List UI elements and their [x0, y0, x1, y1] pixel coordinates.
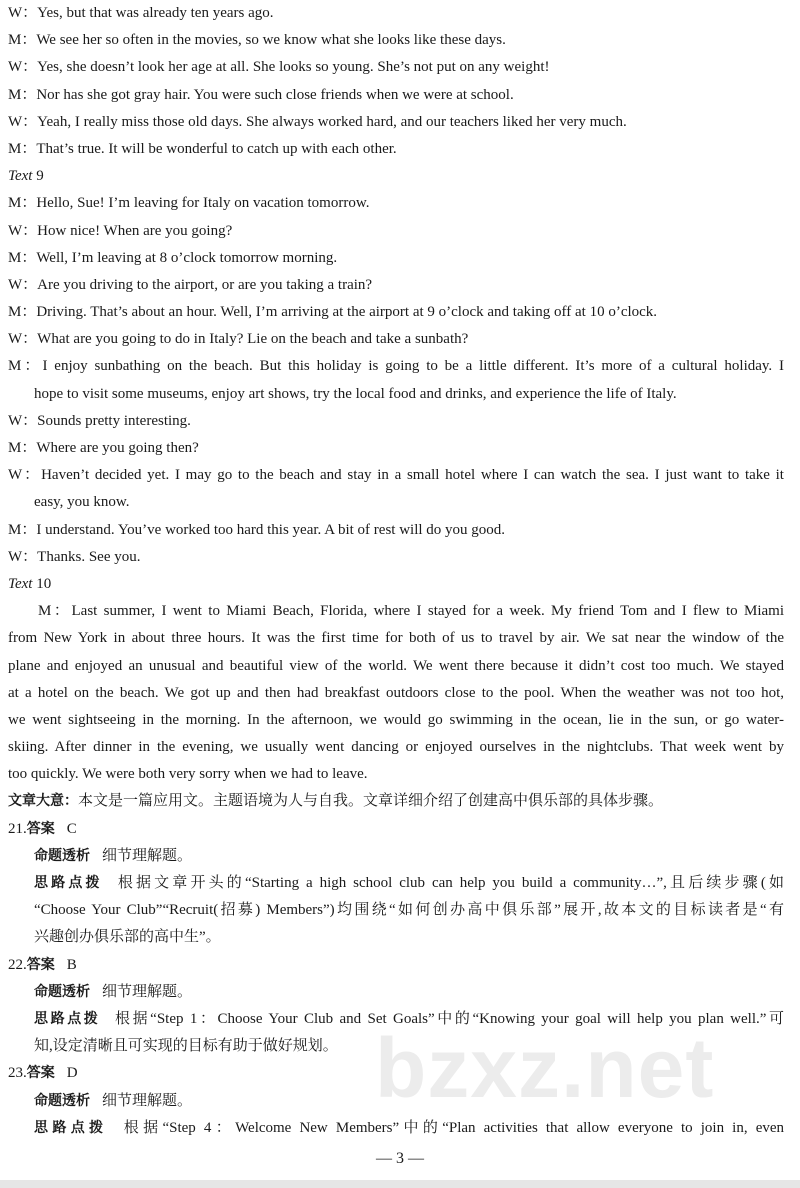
question-number: 23.: [8, 1065, 27, 1082]
block-sub: [0, 979, 800, 1006]
question-number: 21.: [8, 820, 27, 837]
block-dialog: [0, 353, 800, 407]
speaker-label: M：: [8, 440, 37, 456]
dialog-text: Are you driving to the airport, or are you taking a train?: [37, 276, 373, 293]
speaker-label: M：: [8, 358, 43, 375]
dialog-text: Sounds pretty interesting.: [37, 412, 191, 429]
explanation-label: 命题透析: [34, 1092, 90, 1109]
block-answer: [0, 816, 800, 843]
summary-label: 文章大意：: [8, 793, 78, 810]
dialog-line: [0, 109, 800, 136]
dialog-text: Nor has she got gray hair. You were such close friends when we were at school.: [36, 86, 514, 103]
paragraph-line: too quickly. We were both very sorry when we had to leave.: [8, 766, 368, 783]
block-para: [0, 598, 800, 788]
summary-text: 本文是一篇应用文。主题语境为人与自我。文章详细介绍了创建高中俱乐部的具体步骤。: [78, 793, 664, 810]
section-heading: [0, 571, 800, 598]
dialog-text: Yeah, I really miss those old days. She always worked hard, and our teachers liked her very much.: [37, 113, 627, 130]
block-summary: [0, 788, 800, 815]
speaker-label: M：: [8, 304, 37, 321]
answer-label: 答案: [26, 956, 55, 973]
dialog-line: [0, 326, 800, 353]
dialog-text: We see her so often in the movies, so we know what she looks like these days.: [36, 32, 506, 49]
dialog-text: Yes, she doesn’t look her age at all. She looks so young. She’s not put on any weight!: [37, 59, 550, 76]
dialog-text: Hello, Sue! I’m leaving for Italy on vacation tomorrow.: [36, 195, 370, 212]
page-bottom-edge: [0, 1180, 800, 1188]
block-sub: [0, 1115, 800, 1142]
speaker-label: W：: [8, 5, 38, 21]
dialog-line: [0, 462, 800, 489]
paragraph-line: we went sightseeing in the morning. In the afternoon, we would go swimming in the ocean, lie in the sun, or go water-: [8, 711, 784, 728]
dialog-line: [0, 517, 800, 544]
dialog-line: [0, 190, 800, 217]
dialog-text: How nice! When are you going?: [37, 222, 233, 239]
dialog-text: Driving. That’s about an hour. Well, I’m arriving at the airport at 9 o’clock and taking off at 10 o’clock.: [36, 304, 658, 321]
explanation-label: 命题透析: [34, 983, 90, 1000]
speaker-label: M：: [8, 249, 37, 266]
speaker-label: M：: [8, 140, 37, 157]
answer-label: 答案: [26, 1065, 55, 1082]
explanation-line: [0, 843, 800, 870]
speaker-label: W：: [8, 548, 38, 565]
dialog-text: Where are you going then?: [36, 440, 199, 456]
answer-line: [0, 952, 800, 979]
block-heading: [0, 571, 800, 598]
answer-line: [0, 1060, 800, 1087]
dialog-line: [0, 299, 800, 326]
dialog-line: [0, 136, 800, 163]
block-dialog: [0, 408, 800, 435]
explanation-label: 思路点拨: [34, 875, 103, 891]
dialog-line: [0, 435, 800, 462]
speaker-label: W：: [8, 331, 38, 348]
explanation-label: 命题透析: [34, 847, 90, 864]
paragraph-line: M：Last summer, I went to Miami Beach, Florida, where I stayed for a week. My friend Tom and I flew to Miami: [38, 603, 784, 620]
dialog-text: I understand. You’ve worked too hard this year. A bit of rest will do you good.: [36, 521, 506, 538]
speaker-label: W：: [8, 222, 38, 239]
dialog-text: hope to visit some museums, enjoy art shows, try the local food and drinks, and experience the life of Italy.: [34, 385, 677, 402]
dialog-line: [0, 489, 800, 516]
explanation-text: 根据“Step 1：Choose Your Club and Set Goals”中的“Knowing your goal will help you plan well.”可: [112, 1010, 785, 1027]
dialog-text: I enjoy sunbathing on the beach. But this holiday is going to be a little different. It’s more of a cultural holiday. I: [42, 358, 784, 375]
explanation-text: 根据文章开头的“Starting a high school club can help you build a community…”,且后续步骤(如: [114, 875, 785, 891]
summary-line: [0, 788, 800, 815]
dialog-line: [0, 408, 800, 435]
speaker-label: W：: [8, 113, 38, 130]
block-dialog: [0, 544, 800, 571]
answer-value: B: [66, 956, 77, 973]
page-number: — 3 —: [376, 1150, 424, 1167]
heading-label: Text: [8, 575, 33, 592]
heading-number: 10: [36, 575, 52, 592]
speaker-label: M：: [8, 521, 37, 538]
paragraph-line: at a hotel on the beach. We got up and then had breakfast outdoors close to the pool. When the weather was not too hot,: [8, 684, 784, 701]
answer-value: D: [66, 1065, 78, 1082]
dialog-line: [0, 353, 800, 380]
explanation-line: [0, 870, 800, 897]
explanation-text: 兴趣创办俱乐部的高中生”。: [34, 929, 221, 946]
explanation-line: [0, 1115, 800, 1142]
block-dialog: [0, 299, 800, 326]
dialog-text: Well, I’m leaving at 8 o’clock tomorrow morning.: [36, 249, 338, 266]
block-dialog: [0, 0, 800, 27]
heading-label: Text: [8, 168, 33, 185]
explanation-text: 根据“Step 4：Welcome New Members”中的“Plan activities that allow everyone to join in, even: [119, 1119, 785, 1136]
dialog-line: [0, 82, 800, 109]
speaker-label: W：: [8, 467, 42, 484]
block-dialog: [0, 272, 800, 299]
dialog-line: [0, 544, 800, 571]
explanation-text: “Choose Your Club”“Recruit(招募) Members”)均围绕“如何创办高中俱乐部”展开,故本文的目标读者是“有: [34, 902, 784, 919]
block-dialog: [0, 109, 800, 136]
heading-number: 9: [36, 168, 44, 185]
explanation-line: [0, 979, 800, 1006]
speaker-label: W：: [8, 412, 38, 429]
dialog-text: easy, you know.: [34, 494, 130, 511]
explanation-text: 知,设定清晰且可实现的目标有助于做好规划。: [34, 1038, 338, 1055]
dialog-text: What are you going to do in Italy? Lie on the beach and take a sunbath?: [37, 331, 469, 348]
dialog-line: [0, 0, 800, 27]
block-dialog: [0, 27, 800, 54]
speaker-label: M：: [8, 195, 37, 212]
dialog-line: [0, 381, 800, 408]
dialog-text: Thanks. See you.: [37, 548, 141, 565]
block-answer: [0, 1060, 800, 1087]
explanation-line: [0, 1033, 800, 1060]
explanation-line: [0, 924, 800, 951]
explanation-label: 思路点拨: [34, 1119, 108, 1136]
block-dialog: [0, 245, 800, 272]
answer-value: C: [66, 820, 77, 837]
answer-label: 答案: [26, 820, 55, 837]
explanation-line: [0, 897, 800, 924]
block-dialog: [0, 218, 800, 245]
block-sub: [0, 1006, 800, 1060]
speaker-label: W：: [8, 276, 38, 293]
explanation-label: 思路点拨: [34, 1010, 101, 1027]
explanation-line: [0, 1006, 800, 1033]
explanation-line: [0, 1088, 800, 1115]
block-dialog: [0, 136, 800, 163]
paragraph-line: plane and enjoyed an unusual and beautiful view of the world. We went there because it didn’t cost too much. We stayed: [8, 657, 784, 674]
dialog-line: [0, 27, 800, 54]
block-dialog: [0, 190, 800, 217]
dialog-text: Yes, but that was already ten years ago.: [37, 5, 274, 21]
block-dialog: [0, 82, 800, 109]
dialog-text: That’s true. It will be wonderful to catch up with each other.: [36, 140, 397, 157]
block-dialog: [0, 54, 800, 81]
dialog-line: [0, 54, 800, 81]
dialog-line: [0, 272, 800, 299]
block-dialog: [0, 462, 800, 516]
block-sub: [0, 870, 800, 952]
explanation-text: 细节理解题。: [102, 1092, 193, 1109]
block-dialog: [0, 517, 800, 544]
block-answer: [0, 952, 800, 979]
block-sub: [0, 1088, 800, 1115]
block-dialog: [0, 435, 800, 462]
paragraph-line: skiing. After dinner in the evening, we usually went dancing or enjoyed ourselves in the nightclubs. That week went by: [8, 739, 784, 756]
speaker-label: M：: [8, 86, 37, 103]
explanation-text: 细节理解题。: [102, 847, 193, 864]
question-number: 22.: [8, 956, 27, 973]
dialog-line: [0, 245, 800, 272]
speaker-label: W：: [8, 59, 38, 76]
paragraph-line: from New York in about three hours. It was the first time for both of us to travel by air. We sat near the window of the: [8, 630, 784, 647]
dialog-text: Haven’t decided yet. I may go to the beach and stay in a small hotel where I can watch the sea. I just want to take it: [41, 467, 784, 484]
block-dialog: [0, 326, 800, 353]
answer-line: [0, 816, 800, 843]
watermark: bzxz.net: [375, 1021, 715, 1115]
dialog-line: [0, 218, 800, 245]
explanation-text: 细节理解题。: [102, 983, 193, 1000]
speaker-label: M：: [8, 32, 37, 49]
block-sub: [0, 843, 800, 870]
block-heading: [0, 163, 800, 190]
section-heading: [0, 163, 800, 190]
